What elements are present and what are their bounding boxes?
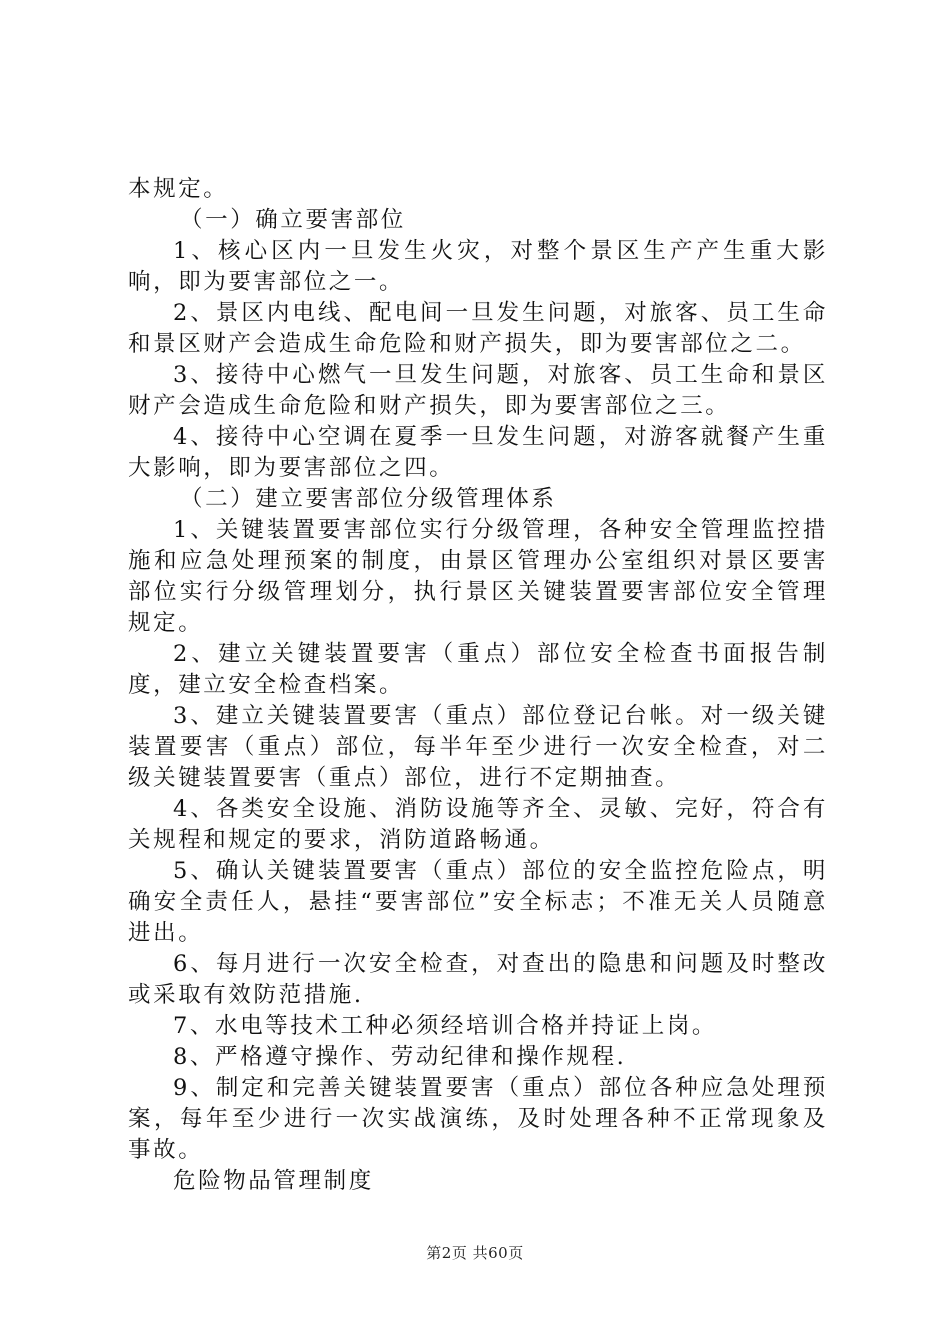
list-item: 6、每月进行一次安全检查，对查出的隐患和问题及时整改或采取有效防范措施. [128, 951, 828, 1008]
paragraph-continuation: 本规定。 [128, 176, 229, 202]
list-item: 2、建立关键装置要害（重点）部位安全检查书面报告制度，建立安全检查档案。 [128, 641, 828, 698]
list-item: 3、建立关键装置要害（重点）部位登记台帐。对一级关键装置要害（重点）部位，每半年至少进行一次安全检查，对二级关键装置要害（重点）部位，进行不定期抽查。 [128, 703, 828, 791]
list-item: 2、景区内电线、配电间一旦发生问题，对旅客、员工生命和景区财产会造成生命危险和财产损失，即为要害部位之二。 [128, 300, 828, 357]
page-number-footer: 第2页 共60页 [426, 1244, 524, 1262]
list-item: 5、确认关键装置要害（重点）部位的安全监控危险点，明确安全责任人，悬挂“要害部位”安全标志；不准无关人员随意进出。 [128, 858, 828, 946]
next-section-title: 危险物品管理制度 [173, 1168, 374, 1194]
list-item: 1、关键装置要害部位实行分级管理，各种安全管理监控措施和应急处理预案的制度，由景区管理办公室组织对景区要害部位实行分级管理划分，执行景区关键装置要害部位安全管理规定。 [128, 517, 828, 636]
list-item: 1、核心区内一旦发生火灾，对整个景区生产产生重大影响，即为要害部位之一。 [128, 238, 828, 295]
list-item: 8、严格遵守操作、劳动纪律和操作规程. [173, 1044, 627, 1070]
section-heading-1: （一）确立要害部位 [180, 207, 406, 233]
list-item: 7、水电等技术工种必须经培训合格并持证上岗。 [173, 1013, 718, 1039]
section-heading-2: （二）建立要害部位分级管理体系 [180, 486, 557, 512]
document-body [128, 174, 828, 1197]
list-item: 4、各类安全设施、消防设施等齐全、灵敏、完好，符合有关规程和规定的要求，消防道路畅通。 [128, 796, 828, 853]
list-item: 4、接待中心空调在夏季一旦发生问题，对游客就餐产生重大影响，即为要害部位之四。 [128, 424, 828, 481]
list-item: 9、制定和完善关键装置要害（重点）部位各种应急处理预案，每年至少进行一次实战演练，及时处理各种不正常现象及事故。 [128, 1075, 828, 1163]
list-item: 3、接待中心燃气一旦发生问题，对旅客、员工生命和景区财产会造成生命危险和财产损失，即为要害部位之三。 [128, 362, 828, 419]
